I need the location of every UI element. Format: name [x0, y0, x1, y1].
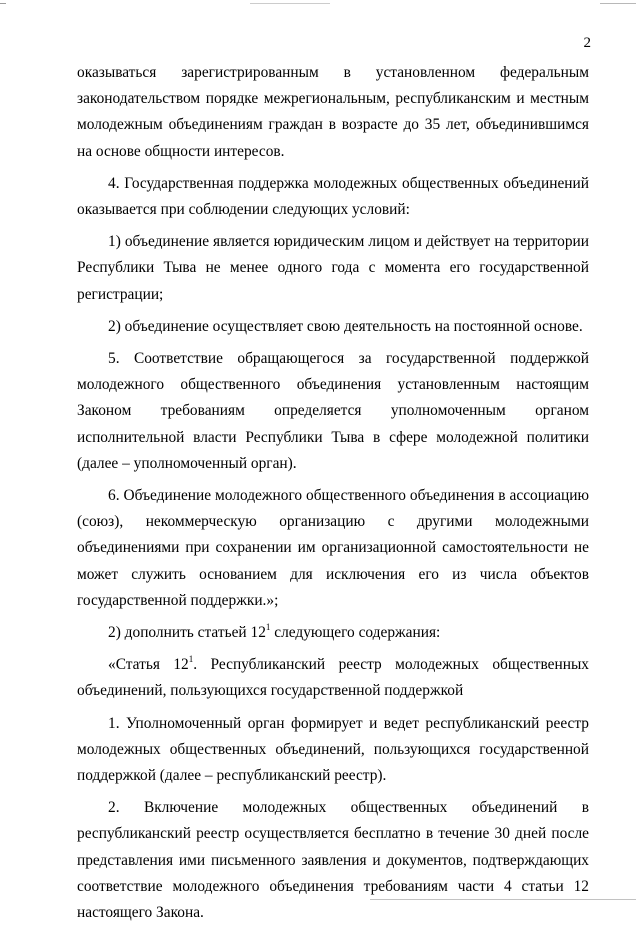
paragraph-text: «Статья 12: [108, 656, 189, 674]
paragraph: 2) объединение осуществляет свою деятельность на постоянной основе.: [108, 317, 583, 335]
paragraph-text: . Республиканский реестр молодежных общественных объединений, пользующихся государственной поддержкой: [77, 656, 590, 700]
paragraph: 1. Уполномоченный орган формирует и ведет республиканский реестр молодежных общественных объединений, пользующихся государственной поддержкой (далее – республиканский реестр).: [77, 714, 589, 785]
paragraph: 1) объединение является юридическим лицом и действует на территории Республики Тыва не менее одного года с момента его государственной регистрации;: [77, 233, 589, 303]
superscript: 1: [188, 654, 194, 665]
paragraph: 5. Соответствие обращающегося за государственной поддержкой молодежного общественного объединения установленным настоящим Законом требованиям определяется уполномоченным органом исполнительной власти Республики Тыва в сфере молодежной политики (далее – уполномоченный орган).: [77, 350, 589, 472]
scan-edge-mark: [250, 3, 330, 4]
page-number: 2: [583, 35, 591, 51]
article-heading: [77, 652, 589, 704]
paragraph-text: 2) дополнить статьей 12: [108, 624, 266, 642]
paragraph-text: следующего содержания:: [270, 624, 441, 642]
paragraph: 4. Государственная поддержка молодежных общественных объединений оказывается при соблюдении следующих условий:: [77, 174, 589, 219]
paragraph: [77, 620, 589, 646]
paragraph: 6. Объединение молодежного общественного объединения в ассоциацию (союз), некоммерческую организацию с другими молодежными объединениями при сохранении им организационной самостоятельности не может служить основанием для исключения его из числа объектов государственной поддержки.»;: [77, 487, 589, 609]
scan-edge-mark: [0, 3, 6, 4]
paragraph: 2. Включение молодежных общественных объединений в республиканский реестр осуществляется бесплатно в течение 30 дней после представления ими письменного заявления и документов, подтверждающих соответствие молодежного объединения требованиям части 4 статьи 12 настоящего Закона.: [77, 799, 589, 922]
document-body: [77, 60, 589, 926]
scan-edge-mark: [600, 3, 636, 4]
paragraph: оказываться зарегистрированным в установленном федеральным законодательством порядке межрегиональным, республиканским и местным молодежным объединениям граждан в возрасте до 35 лет, объединившимся на основе общности интересов.: [77, 64, 589, 160]
superscript: 1: [265, 621, 271, 632]
